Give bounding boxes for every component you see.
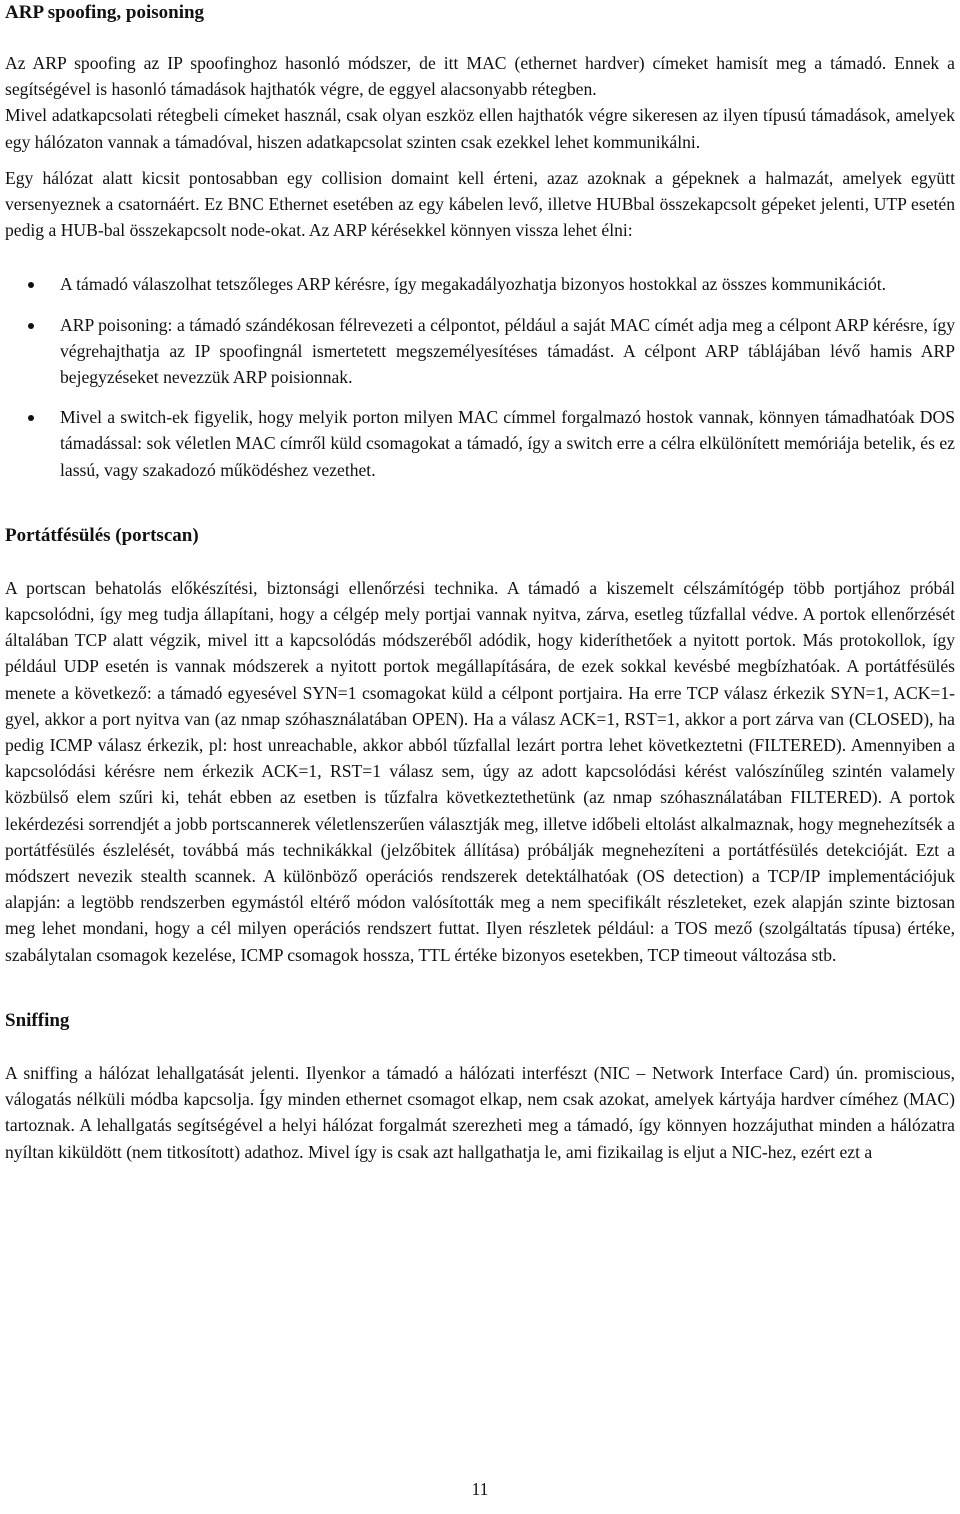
bullet-icon (28, 415, 34, 421)
section-title-arp: ARP spoofing, poisoning (5, 2, 205, 23)
page-content (5, 0, 955, 1165)
section-title-sniffing: Sniffing (5, 1009, 70, 1031)
page-number: 11 (471, 1479, 489, 1499)
list-item-text: A támadó válaszolhat tetszőleges ARP kérésre, így megakadályozhatja bizonyos hostokkal az összes kommunikációt. (60, 274, 887, 295)
section-title-portscan: Portátfésülés (portscan) (5, 524, 199, 546)
paragraph-portscan: A portscan behatolás előkészítési, biztonsági ellenőrzési technika. A támadó a kiszemelt célszámítógép több portjához próbál kapcsolódni, így meg tudja állapítani, hogy a célgép mely portjai vannak nyitva, zárva, esetleg tűzfallal védve. A portok ellenőrzését általában TCP alatt végzik, mivel itt a kapcsolódás módszeréből adódik, hogy kideríthetőek a nyitott portok. Más protokollok, így például UDP esetén is vannak módszerek a nyitott portok megállapítására, de ezek sokkal kevésbé megbízhatóak. A portátfésülés menete a következő: a támadó egyesével SYN=1 csomagokat küld a célpont portjaira. Ha erre TCP válasz érkezik SYN=1, ACK=1-gyel, akkor a port nyitva van (az nmap szóhasználatában OPEN). Ha a válasz ACK=1, RST=1, akkor a port zárva van (CLOSED), ha pedig ICMP válasz érkezik, pl: host unreachable, akkor abból tűzfallal lezárt portra lehet következtetni (FILTERED). Amennyiben a kapcsolódási kérésre nem érkezik ACK=1, RST=1 válasz sem, úgy az adott kapcsolódási kérést valószínűleg szintén valamely közbülső elem szűri ki, tehát ebben az esetben is tűzfalra következtethetünk (az nmap szóhasználatában FILTERED). A portok lekérdezési sorrendjét a jobb portscannerek véletlenszerűen választják meg, illetve időbeli eltolást alkalmaznak, hogy megnehezítsék a portátfésülés észlelését, továbbá más technikákkal (jelzőbitek állítása) próbálják megnehezíteni a portátfésülés detekcióját. Ezt a módszert nevezik stealth scannek. A különböző operációs rendszerek detektálhatóak (OS detection) a TCP/IP implementációjuk alapján: a legtöbb rendszerben egymástól eltérő módon valósították meg a nem specifikált részleteket, ezek alapján szinte biztosan meg lehet mondani, hogy a cél milyen operációs rendszert futtat. Ilyen részletek például: a TOS mező (szolgáltatás típusa) értéke, szabálytalan csomagok kezelése, ICMP csomagok hossza, TTL értéke bizonyos esetekben, TCP timeout változása stb. (5, 577, 955, 965)
list-item-text: ARP poisoning: a támadó szándékosan félrevezeti a célpontot, például a saját MAC címét adja meg a célpont ARP kérésre, így végrehajthatja az IP spoofingnál ismertetett megszemélyesítéses támadást. A célpont ARP táblájában lévő hamis ARP bejegyzéseket nevezzük ARP poisionnak. (60, 314, 955, 388)
paragraph-sniffing: A sniffing a hálózat lehallgatását jelenti. Ilyenkor a támadó a hálózati interfészt (NIC – Network Interface Card) ún. promiscious, válogatás nélküli módba kapcsolja. Így minden ethernet csomagot elkap, nem csak azokat, amelyek kártyája hardver címéhez (MAC) tartoznak. A lehallgatás segítségével a helyi hálózat forgalmát szerezheti meg a támadó, így könnyen hozzájuthat minden a hálózatra nyíltan kiküldött (nem titkosított) adathoz. Mivel így is csak azt hallgathatja le, ami fizikailag is eljut a NIC-hez, ezért ezt a (5, 1062, 955, 1162)
section-portscan (5, 523, 955, 968)
section-arp-spoofing (5, 0, 955, 483)
arp-attack-list (5, 271, 955, 482)
paragraph-arp-intro: Az ARP spoofing az IP spoofinghoz hasonló módszer, de itt MAC (ethernet hardver) címeket hamisít meg a támadó. Ennek a segítségével is hasonló támadások hajthatók végre, de eggyel alacsonyabb rétegben. (5, 53, 955, 100)
bullet-icon (28, 282, 34, 288)
list-item (5, 404, 955, 483)
section-sniffing (5, 1008, 955, 1165)
list-item-text: Mivel a switch-ek figyelik, hogy melyik porton milyen MAC címmel forgalmazó hostok vannak, könnyen támadhatóak DOS támadással: sok véletlen MAC címről küld csomagokat a támadó, így a switch erre a célra elkülönített memóriája betelik, és ez lassú, vagy szakadozó működéshez vezethet. (60, 407, 955, 480)
bullet-icon (28, 323, 34, 329)
list-item (5, 271, 955, 297)
paragraph-arp-collision-domain: Egy hálózat alatt kicsit pontosabban egy collision domaint kell érteni, azaz azoknak a gépeknek a halmazát, amelyek együtt versenyeznek a csatornáért. Ez BNC Ethernet esetében az egy kábelen levő, illetve HUBbal összekapcsolt gépeket jelenti, UTP esetén pedig a HUB-bal összekapcsolt node-okat. Az ARP kérésekkel könnyen vissza lehet élni: (5, 167, 955, 241)
list-item (5, 312, 955, 391)
paragraph-arp-layer: Mivel adatkapcsolati rétegbeli címeket használ, csak olyan eszköz ellen hajthatók végre sikeresen az ilyen típusú támadások, amelyek egy hálózaton vannak a támadóval, hiszen adatkapcsolat szinten csak ezekkel lehet kommunikálni. (5, 105, 955, 152)
